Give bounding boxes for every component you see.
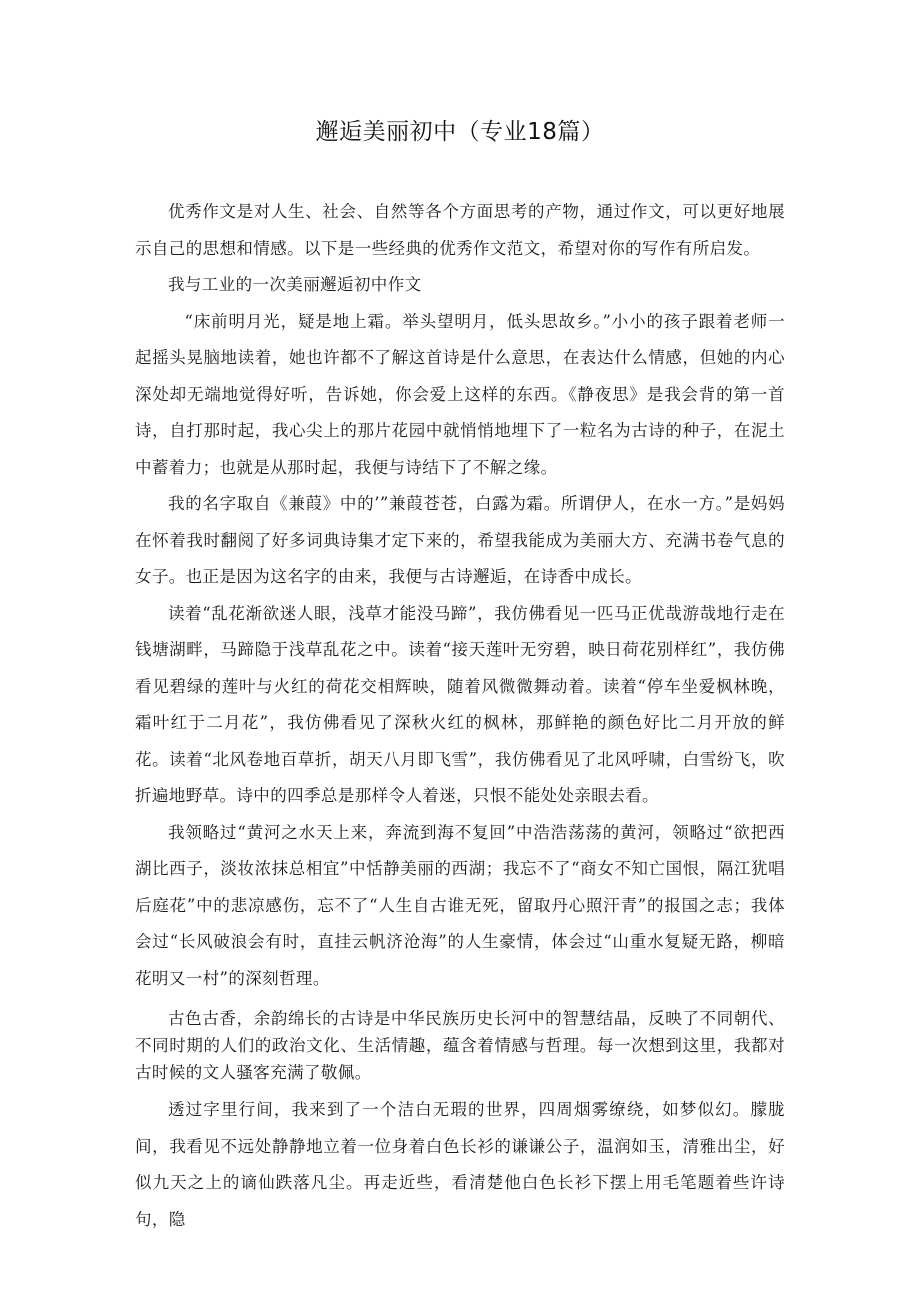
- document-body: [135, 194, 785, 1238]
- paragraph-intro: 优秀作文是对人生、社会、自然等各个方面思考的产物，通过作文，可以更好地展示自己的思想和情感。以下是一些经典的优秀作文范文，希望对你的写作有所启发。: [135, 202, 785, 258]
- paragraph: 读着“乱花渐欲迷人眼，浅草才能没马蹄”，我仿佛看见一匹马正优哉游哉地行走在钱塘湖畔，马蹄隐于浅草乱花之中。读着“接天莲叶无穷碧，映日荷花别样红”，我仿佛看见碧绿的莲叶与火红的荷花交相辉映，随着风微微舞动着。读着“停车坐爱枫林晚，霜叶红于二月花”，我仿佛看见了深秋火红的枫林，那鲜艳的颜色好比二月开放的鲜花。读着“北风卷地百草折，胡天八月即飞雪”，我仿佛看见了北风呼啸，白雪纷飞，吹折遍地野草。诗中的四季总是那样令人着迷，只恨不能处处亲眼去看。: [135, 603, 785, 805]
- paragraph: 我领略过“黄河之水天上来，奔流到海不复回”中浩浩荡荡的黄河，领略过“欲把西湖比西子，淡妆浓抹总相宜”中恬静美丽的西湖；我忘不了“商女不知亡国恨，隔江犹唱后庭花”中的悲凉感伤，忘不了“人生自古谁无死，留取丹心照汗青”的报国之志；我体会过“长风破浪会有时，直挂云帆济沧海”的人生豪情，体会过“山重水复疑无路，柳暗花明又一村”的深刻哲理。: [135, 822, 785, 988]
- paragraph: 我的名字取自《兼葭》中的’”兼葭苍苍，白露为霜。所谓伊人，在水一方。”是妈妈在怀着我时翻阅了好多词典诗集才定下来的，希望我能成为美丽大方、充满书卷气息的女子。也正是因为这名字的由来，我便与古诗邂逅，在诗香中成长。: [135, 494, 785, 586]
- essay-heading: 我与工业的一次美丽邂逅初中作文: [168, 275, 422, 294]
- paragraph: 透过字里行间，我来到了一个洁白无瑕的世界，四周烟雾缭绕，如梦似幻。朦胧间，我看见不远处静静地立着一位身着白色长衫的谦谦公子，温润如玉，清雅出尘，好似九天之上的谪仙跌落凡尘。再走近些，看清楚他白色长衫下摆上用毛笔题着些许诗句，隐: [135, 1100, 785, 1229]
- paragraph: “床前明月光，疑是地上霜。举头望明月，低头思故乡。”小小的孩子跟着老师一起摇头晃脑地读着，她也许都不了解这首诗是什么意思，在表达什么情感，但她的内心深处却无端地觉得好听，告诉她，你会爱上这样的东西。《静夜思》是我会背的第一首诗，自打那时起，我心尖上的那片花园中就悄悄地埋下了一粒名为古诗的种子，在泥土中蓄着力；也就是从那时起，我便与诗结下了不解之缘。: [135, 311, 785, 477]
- page-title: 邂逅美丽初中（专业18篇）: [315, 119, 605, 145]
- paragraph: 古色古香，余韵绵长的古诗是中华民族历史长河中的智慧结晶，反映了不同朝代、不同时期的人们的政治文化、生活情趣，蕴含着情感与哲理。每一次想到这里，我都对古时候的文人骚客充满了敬佩。: [135, 1009, 785, 1082]
